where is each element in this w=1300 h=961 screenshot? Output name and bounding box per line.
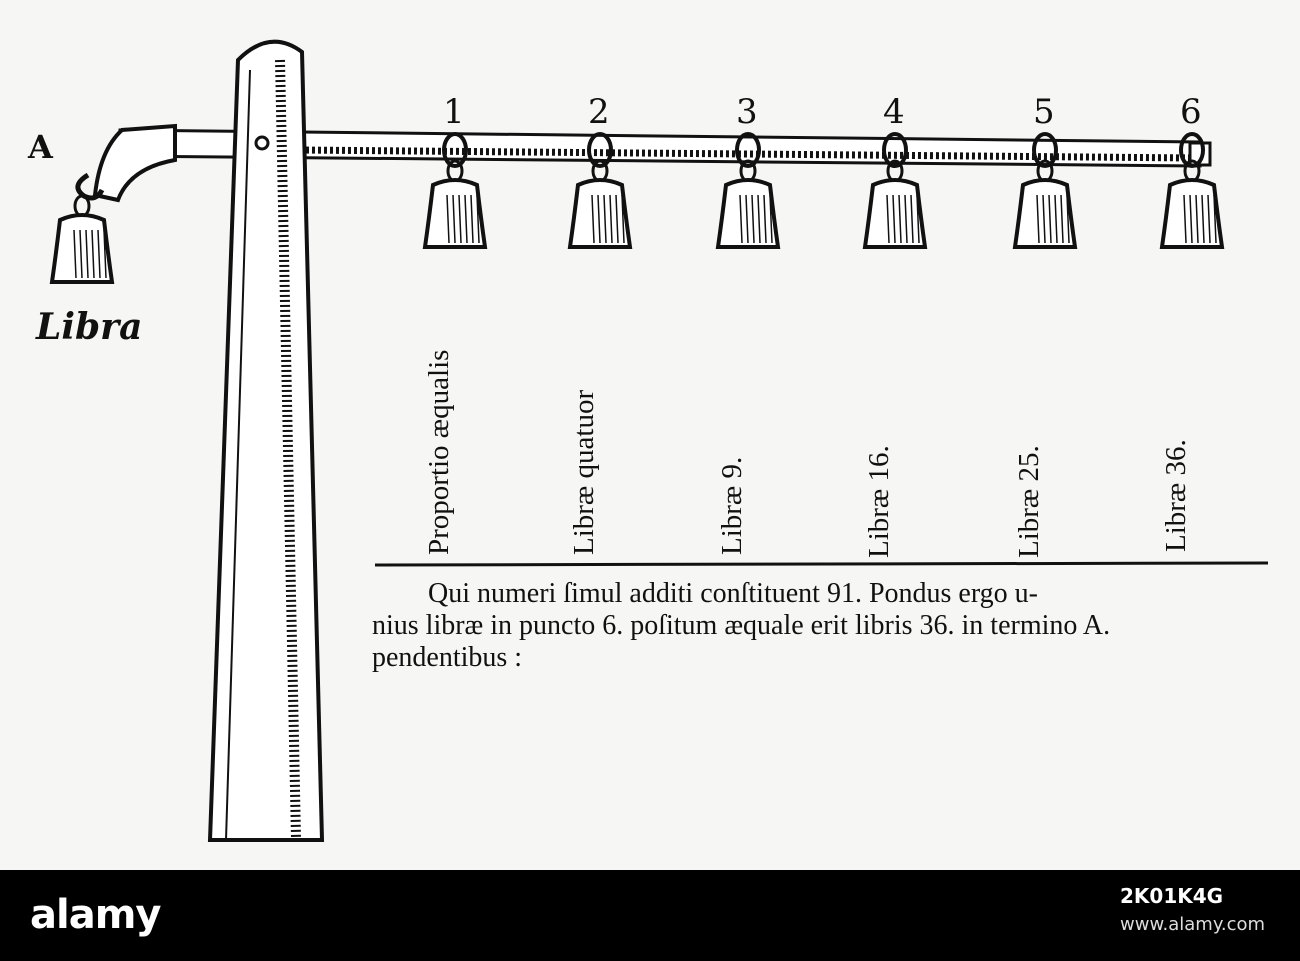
- weight-4: [865, 161, 925, 247]
- weight-libra: [52, 196, 112, 282]
- point-a-label: A: [28, 128, 53, 166]
- position-label-3: Libræ 9.: [716, 456, 748, 555]
- caption-line-2: nius libræ in puncto 6. poſitum æquale erit libris 36. in termino A.: [372, 610, 1111, 641]
- position-number-4: 4: [883, 92, 905, 132]
- position-number-5: 5: [1033, 92, 1055, 132]
- position-label-4: Libræ 16.: [863, 445, 895, 558]
- caption-line-3: pendentibus :: [372, 642, 523, 673]
- weight-6: [1162, 161, 1222, 247]
- weight-2: [570, 161, 630, 247]
- caption-text: [372, 578, 1272, 674]
- position-number-3: 3: [736, 92, 758, 132]
- libra-label: Libra: [36, 306, 143, 348]
- weight-5: [1015, 161, 1075, 247]
- post: [210, 42, 322, 840]
- position-label-2: Libræ quatuor: [568, 389, 600, 555]
- weight-3: [718, 161, 778, 247]
- alamy-logo: alamy: [30, 892, 161, 938]
- image-id: 2K01K4G: [1120, 884, 1224, 908]
- position-label-6: Libræ 36.: [1160, 439, 1192, 552]
- weight-1: [425, 161, 485, 247]
- caption-line-1: Qui numeri ſimul additi conſtituent 91. Pondus ergo u-: [428, 578, 1038, 609]
- position-number-6: 6: [1180, 92, 1202, 132]
- image-site: www.alamy.com: [1120, 914, 1266, 935]
- position-number-2: 2: [588, 92, 610, 132]
- position-number-1: 1: [443, 92, 465, 132]
- watermark-banner: [0, 870, 1300, 961]
- position-label-1: Proportio æqualis: [423, 349, 455, 555]
- position-label-5: Libræ 25.: [1013, 445, 1045, 558]
